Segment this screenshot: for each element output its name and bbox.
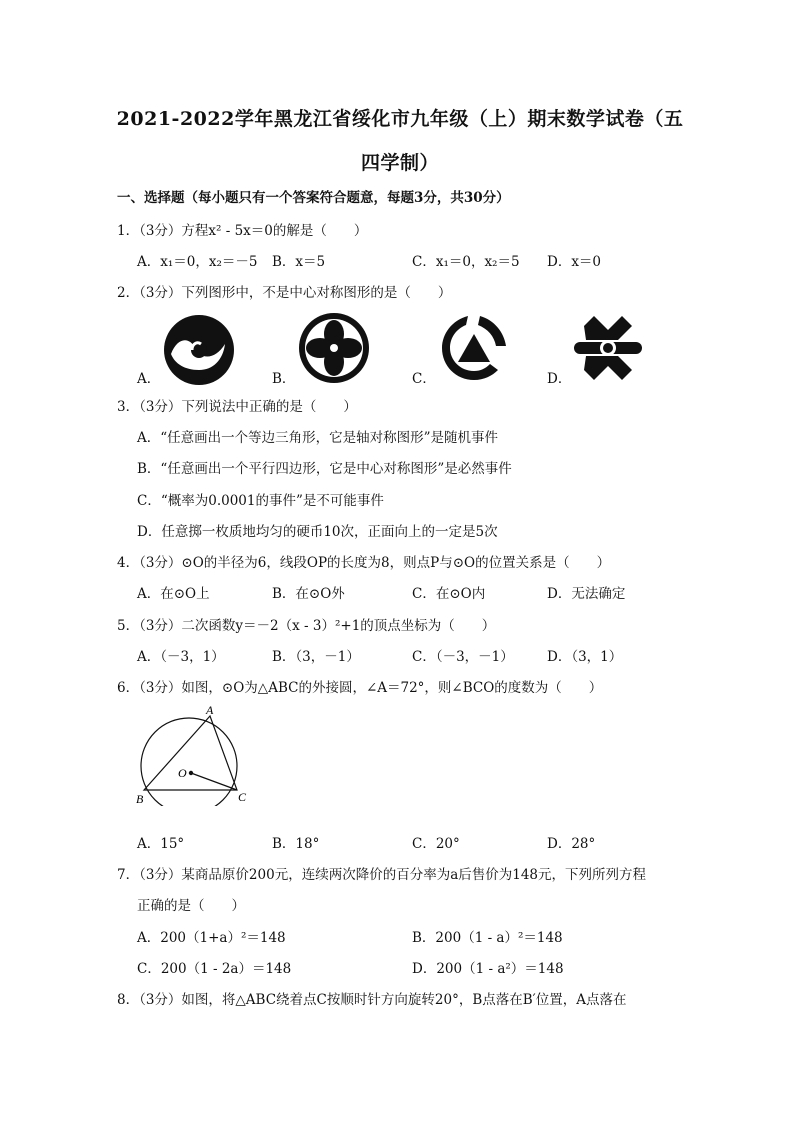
q7-option-c: C．200（1 - 2a）＝148 [137,961,292,977]
q8-stem: 8．（3分）如图，将△ABC绕着点C按顺时针方向旋转20°，B点落在B′位置，A点落在 [117,992,627,1008]
q7-stem-line2: 正确的是（ ） [137,898,245,914]
label-c: C [238,790,247,804]
q3-option-c: C．“概率为0.0001的事件”是不可能事件 [137,493,384,509]
exam-title-line1: 2021-2022学年黑龙江省绥化市九年级（上）期末数学试卷（五 [116,108,684,130]
q4-option-b: B．在⊙O外 [272,586,345,602]
q5-option-a: A．（－3，1） [137,649,225,665]
q1-option-c: C．x₁＝0，x₂＝5 [412,254,520,270]
label-a: A [206,703,214,717]
q2-option-d: D． [547,371,572,387]
q1-option-d: D．x＝0 [547,254,602,270]
center-point-o [189,771,193,775]
q6-option-c: C．20° [412,836,460,852]
q7-option-d: D．200（1 - a²）＝148 [412,961,564,977]
q3-option-a: A．“任意画出一个等边三角形，它是轴对称图形”是随机事件 [137,430,499,446]
q6-option-a: A．15° [137,836,185,852]
q4-option-d: D．无法确定 [547,586,626,602]
q4-option-c: C．在⊙O内 [412,586,486,602]
q5-option-b: B．（3，－1） [272,649,360,665]
q2-option-c: C． [412,371,436,387]
q2-option-a: A． [137,371,161,387]
q2-stem: 2．（3分）下列图形中，不是中心对称图形的是（ ） [117,285,452,301]
q4-option-a: A．在⊙O上 [137,586,210,602]
q3-option-d: D．任意掷一枚质地均匀的硬币10次，正面向上的一定是5次 [137,524,498,540]
q2-figure-c-icon [438,312,510,384]
q6-circle-diagram [134,702,260,806]
section-heading: 一、选择题（每小题只有一个答案符合题意，每题3分，共30分） [117,190,510,206]
q7-option-b: B．200（1 - a）²＝148 [412,930,563,946]
q3-option-b: B．“任意画出一个平行四边形，它是中心对称图形”是必然事件 [137,461,512,477]
q4-stem: 4．（3分）⊙O的半径为6，线段OP的长度为8，则点P与⊙O的位置关系是（ ） [117,555,611,571]
q2-option-b: B． [272,371,296,387]
q1-option-b: B．x＝5 [272,254,326,270]
q2-figure-d-icon [572,312,644,384]
triangle-abc [144,716,237,790]
q2-figure-b-icon [298,312,370,384]
label-o: O [178,766,187,780]
q6-option-b: B．18° [272,836,320,852]
q7-option-a: A．200（1+a）²＝148 [137,930,286,946]
q5-stem: 5．（3分）二次函数y＝－2（x - 3）²+1的顶点坐标为（ ） [117,618,496,634]
q2-figure-a-icon [163,314,235,386]
circumcircle [141,718,237,806]
segment-oc [191,773,237,790]
q1-stem: 1．（3分）方程x² - 5x＝0的解是（ ） [117,223,368,239]
q5-option-c: C．（－3，－1） [412,649,514,665]
q3-stem: 3．（3分）下列说法中正确的是（ ） [117,399,357,415]
q7-stem-line1: 7．（3分）某商品原价200元，连续两次降价的百分率为a后售价为148元，下列所列方程 [117,867,647,883]
q5-option-d: D．（3，1） [547,649,623,665]
q1-option-a: A．x₁＝0，x₂＝－5 [137,254,258,270]
exam-title-line2: 四学制） [360,152,439,174]
label-b: B [136,792,144,806]
q6-stem: 6．（3分）如图，⊙O为△ABC的外接圆，∠A＝72°，则∠BCO的度数为（ ） [117,680,603,696]
q6-option-d: D．28° [547,836,596,852]
